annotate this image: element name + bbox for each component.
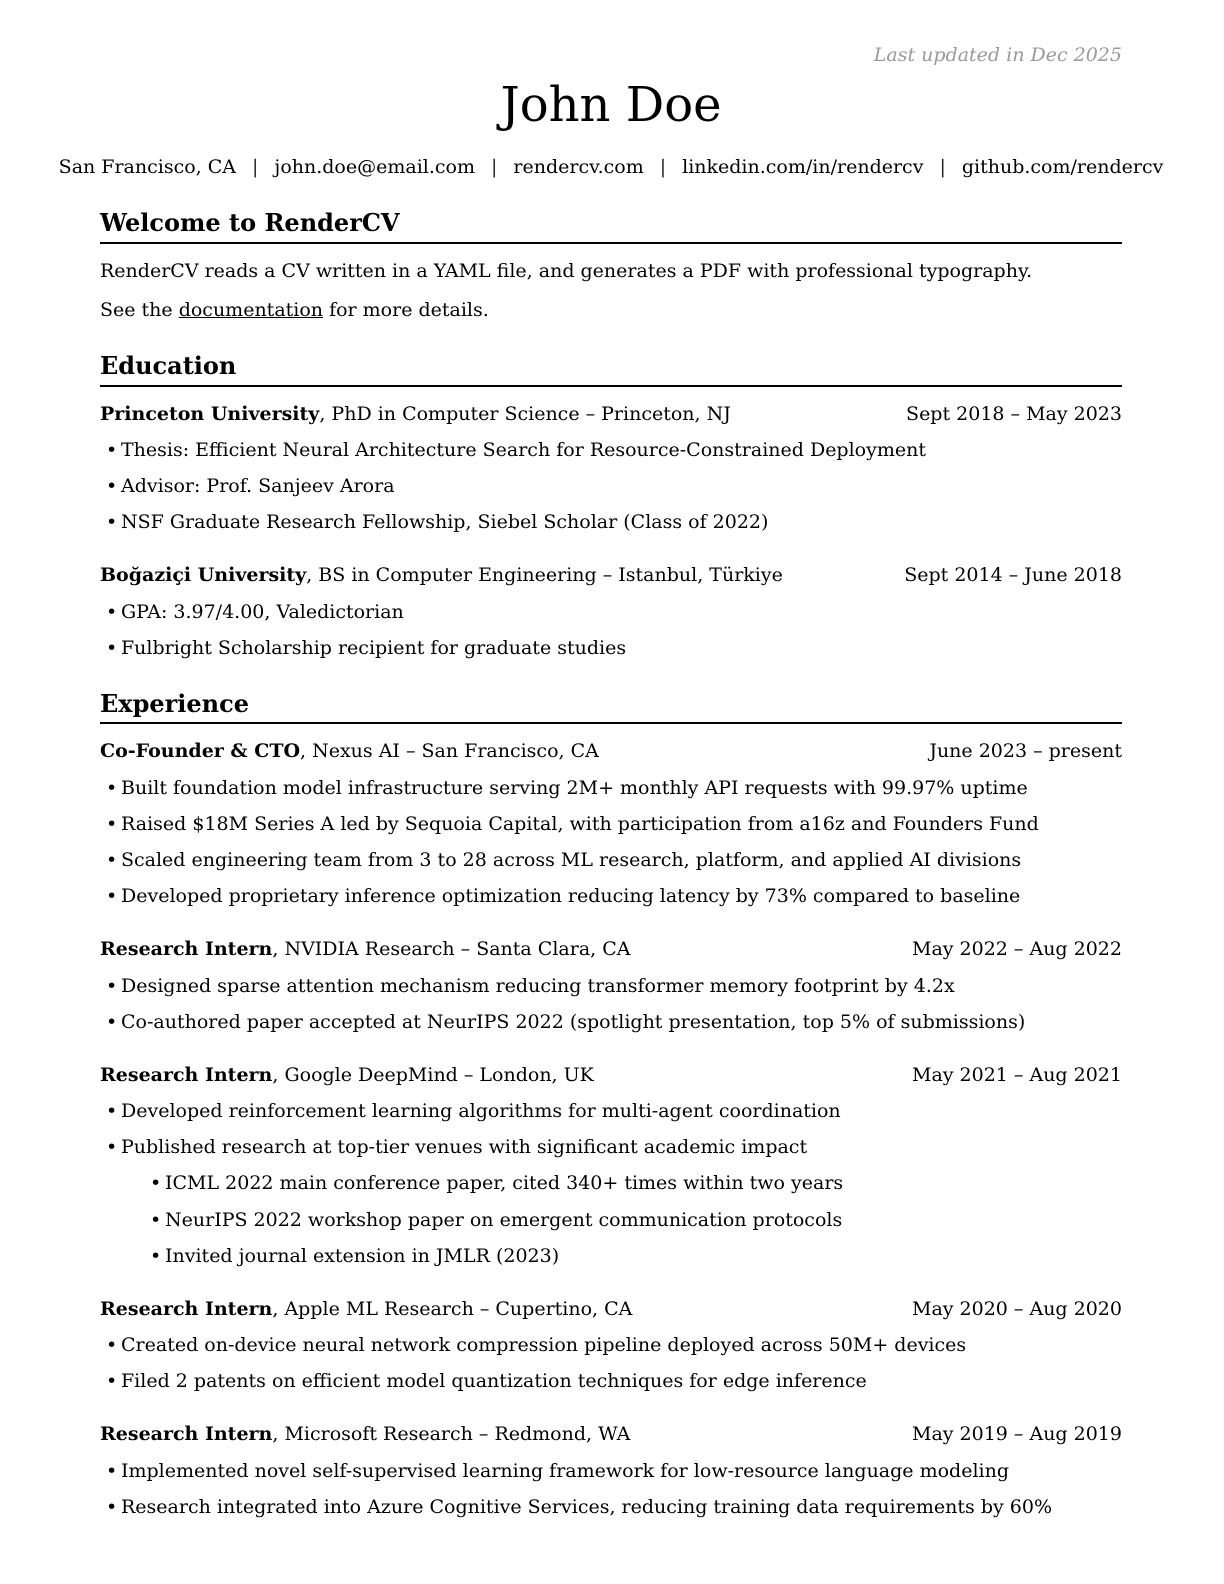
highlight-list (100, 601, 1122, 660)
highlight-text: Published research at top-tier venues with significant academic impact (121, 1136, 808, 1159)
entry-dates: May 2022 – Aug 2022 (911, 938, 1122, 961)
entry-position: Research Intern (100, 1063, 273, 1086)
experience-entry (100, 938, 1122, 1034)
highlight-item: • Research integrated into Azure Cognitive Services, reducing training data requirements by 60% (100, 1496, 1122, 1519)
highlight-item: • Filed 2 patents on efficient model quantization techniques for edge inference (100, 1370, 1122, 1393)
entry-company: , NVIDIA Research – Santa Clara, CA (272, 938, 631, 961)
entry-title (100, 1064, 594, 1087)
highlight-item: • GPA: 3.97/4.00, Valedictorian (100, 601, 1122, 624)
experience-entry (100, 740, 1122, 908)
entry-dates: May 2021 – Aug 2021 (911, 1063, 1122, 1086)
section-title-welcome: Welcome to RenderCV (100, 209, 1122, 244)
entry-title (100, 1423, 630, 1446)
contact-email-link[interactable]: john.doe@email.com (274, 155, 475, 178)
section-title-experience: Experience (100, 690, 1122, 725)
contact-separator: | (491, 155, 498, 178)
contact-location: San Francisco, CA (58, 155, 237, 178)
entry-degree: , PhD in Computer Science – Princeton, NJ (319, 402, 731, 425)
entry-dates: Sept 2018 – May 2023 (906, 402, 1122, 425)
entry-position: Research Intern (100, 938, 273, 961)
highlight-item: • Scaled engineering team from 3 to 28 across ML research, platform, and applied AI divisions (100, 849, 1122, 872)
welcome-see-prefix: See the (100, 298, 179, 321)
section-education (100, 352, 1122, 660)
documentation-link[interactable]: documentation (178, 298, 324, 321)
entry-company: , Google DeepMind – London, UK (272, 1063, 594, 1086)
experience-entry (100, 1298, 1122, 1394)
highlight-item: • Thesis: Efficient Neural Architecture Search for Resource-Constrained Deployment (100, 439, 1122, 462)
experience-entry (100, 1423, 1122, 1519)
highlight-item: • Developed reinforcement learning algorithms for multi-agent coordination (100, 1100, 1122, 1123)
entry-header (100, 564, 1122, 587)
highlight-list (100, 777, 1122, 909)
highlight-item: • Implemented novel self-supervised learning framework for low-resource language modeling (100, 1460, 1122, 1483)
entry-position: Research Intern (100, 1297, 273, 1320)
contact-website-link[interactable]: rendercv.com (513, 155, 644, 178)
highlight-list (100, 975, 1122, 1034)
highlight-item: • NSF Graduate Research Fellowship, Siebel Scholar (Class of 2022) (100, 511, 1122, 534)
section-experience (100, 690, 1122, 1519)
contact-separator: | (252, 155, 259, 178)
contact-github-link[interactable]: github.com/rendercv (961, 155, 1164, 178)
section-title-education: Education (100, 352, 1122, 387)
contact-separator: | (939, 155, 946, 178)
entry-degree: , BS in Computer Engineering – Istanbul, Türkiye (306, 564, 783, 587)
entry-title (100, 403, 731, 426)
welcome-see-line (100, 299, 1122, 322)
entry-institution: Princeton University (100, 402, 320, 425)
sub-highlight-item: • Invited journal extension in JMLR (2023) (144, 1245, 1122, 1268)
welcome-see-suffix: for more details. (323, 298, 489, 321)
highlight-item: • Built foundation model infrastructure serving 2M+ monthly API requests with 99.97% uptime (100, 777, 1122, 800)
entry-position: Research Intern (100, 1423, 273, 1446)
entry-dates: May 2020 – Aug 2020 (911, 1297, 1122, 1320)
entry-header (100, 1298, 1122, 1321)
entry-dates: Sept 2014 – June 2018 (904, 564, 1122, 587)
education-entry (100, 403, 1122, 535)
entry-dates: May 2019 – Aug 2019 (911, 1423, 1122, 1446)
entry-dates: June 2023 – present (929, 740, 1122, 763)
entry-position: Co-Founder & CTO (100, 740, 301, 763)
welcome-intro: RenderCV reads a CV written in a YAML file, and generates a PDF with professional typography. (100, 259, 1033, 282)
highlight-list (100, 1100, 1122, 1268)
section-welcome (100, 209, 1122, 322)
entry-header (100, 1064, 1122, 1087)
highlight-item: • Developed proprietary inference optimization reducing latency by 73% compared to baseline (100, 885, 1122, 908)
entry-header (100, 938, 1122, 961)
entry-header (100, 740, 1122, 763)
last-updated-note: Last updated in Dec 2025 (873, 44, 1122, 66)
entry-company: , Apple ML Research – Cupertino, CA (272, 1297, 633, 1320)
highlight-item: • Created on-device neural network compression pipeline deployed across 50M+ devices (100, 1334, 1122, 1357)
sub-highlight-list (144, 1172, 1122, 1268)
entry-company: , Microsoft Research – Redmond, WA (272, 1423, 631, 1446)
highlight-item (100, 1136, 1122, 1268)
contact-line (58, 155, 1164, 179)
entry-title (100, 1298, 632, 1321)
entry-title (100, 740, 599, 763)
highlight-item: • Designed sparse attention mechanism reducing transformer memory footprint by 4.2x (100, 975, 1122, 998)
entry-institution: Boğaziçi University (100, 564, 307, 587)
sub-highlight-item: • ICML 2022 main conference paper, cited 340+ times within two years (144, 1172, 1122, 1195)
entry-title (100, 564, 783, 587)
education-entry (100, 564, 1122, 660)
highlight-list (100, 1334, 1122, 1393)
highlight-list (100, 1460, 1122, 1519)
entry-company: , Nexus AI – San Francisco, CA (300, 740, 599, 763)
highlight-list (100, 439, 1122, 535)
highlight-item: • Advisor: Prof. Sanjeev Arora (100, 475, 1122, 498)
person-name: John Doe (500, 77, 722, 134)
highlight-item: • Raised $18M Series A led by Sequoia Capital, with participation from a16z and Founders Fund (100, 813, 1122, 836)
entry-header (100, 403, 1122, 426)
contact-linkedin-link[interactable]: linkedin.com/in/rendercv (682, 155, 924, 178)
highlight-item: • Fulbright Scholarship recipient for graduate studies (100, 637, 1122, 660)
contact-separator: | (659, 155, 667, 178)
entry-title (100, 938, 631, 961)
experience-entry (100, 1064, 1122, 1268)
sub-highlight-item: • NeurIPS 2022 workshop paper on emergent communication protocols (144, 1209, 1122, 1232)
highlight-item: • Co-authored paper accepted at NeurIPS 2022 (spotlight presentation, top 5% of submissions) (100, 1011, 1122, 1034)
entry-header (100, 1423, 1122, 1446)
